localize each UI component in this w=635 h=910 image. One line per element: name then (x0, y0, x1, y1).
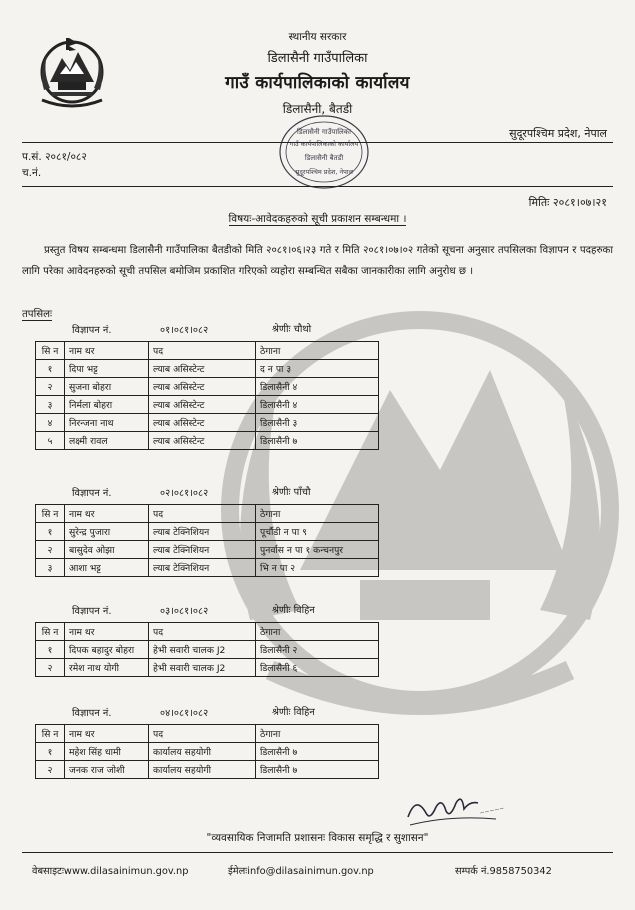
table-cell: ल्याब असिस्टेन्ट (149, 378, 256, 396)
subject-line (0, 212, 635, 226)
advert-label: विज्ञापन नं. (72, 606, 112, 617)
ref-divider (22, 186, 613, 187)
table-cell: सुजना बोहरा (65, 378, 149, 396)
subject-text: विषयः-आवेदकहरुको सूची प्रकाशन सम्बन्धमा । (228, 213, 407, 225)
table-cell: ३ (36, 559, 65, 577)
table-header-cell: सि न (36, 725, 65, 743)
applicants-table (35, 504, 379, 577)
table-header-cell: ठेगाना (256, 505, 379, 523)
dispatch-number: च.नं. (22, 167, 42, 179)
table-cell: हेभी सवारी चालक J2 (149, 659, 256, 677)
table-cell: कार्यालय सहयोगी (149, 761, 256, 779)
table-header-row (36, 505, 379, 523)
motto: "व्यवसायिक निजामति प्रशासनः विकास समृद्धि र सुशासन" (206, 832, 429, 844)
table-cell: ३ (36, 396, 65, 414)
table-header-cell: पद (149, 505, 256, 523)
advert-label: विज्ञापन नं. (72, 488, 112, 499)
table-row (36, 761, 379, 779)
applicants-table (35, 622, 379, 677)
table-header-row (36, 342, 379, 360)
stamp-line-2: गाउँ कार्यपालिकाको कार्यालय (289, 140, 359, 148)
table-header-row (36, 725, 379, 743)
table-cell: पुनर्वास न पा १ कन्चनपुर (256, 541, 379, 559)
table-header-row (36, 623, 379, 641)
table-header-cell: नाम थर (65, 623, 149, 641)
header-local-government: स्थानीय सरकार (288, 31, 347, 43)
table-row (36, 541, 379, 559)
table-cell: ल्याब असिस्टेन्ट (149, 360, 256, 378)
advert-label: विज्ञापन नं. (72, 325, 112, 336)
table-cell: निर्मला बोहरा (65, 396, 149, 414)
table-cell: लक्ष्मी रावल (65, 432, 149, 450)
table-header-cell: नाम थर (65, 725, 149, 743)
table-cell: आशा भट्ट (65, 559, 149, 577)
table-cell: भि न पा २ (256, 559, 379, 577)
footer-website[interactable]: वेबसाइटःwww.dilasainimun.gov.np (32, 866, 189, 877)
applicants-table (35, 341, 379, 450)
table-header-cell: पद (149, 623, 256, 641)
table-cell: ल्याब असिस्टेन्ट (149, 396, 256, 414)
table-row (36, 396, 379, 414)
table-row (36, 378, 379, 396)
reference-number: प.सं. २०८१/०८२ (22, 151, 87, 163)
table-header-cell: ठेगाना (256, 623, 379, 641)
province-label: सुदूरपश्चिम प्रदेश, नेपाल (509, 127, 607, 140)
advert-category: श्रेणीः विहिन (272, 707, 315, 718)
table-cell: रमेश नाथ योगी (65, 659, 149, 677)
table-row (36, 360, 379, 378)
table-row (36, 523, 379, 541)
tapsil-heading: तपसिलः (22, 306, 52, 321)
table-cell: २ (36, 378, 65, 396)
stamp-line-4: सुदूरपश्चिम प्रदेश, नेपाल (295, 168, 353, 176)
watermark-emblem-icon (210, 240, 630, 760)
table-header-cell: सि न (36, 623, 65, 641)
table-header-cell: सि न (36, 505, 65, 523)
table-header-cell: नाम थर (65, 342, 149, 360)
advert-number: ०२।०८१।०८२ (160, 488, 209, 499)
applicants-table (35, 724, 379, 779)
footer-email[interactable]: ईमेलःinfo@dilasainimun.gov.np (228, 866, 374, 877)
table-cell: बासुदेव ओझा (65, 541, 149, 559)
table-cell: कार्यालय सहयोगी (149, 743, 256, 761)
table-header-cell: नाम थर (65, 505, 149, 523)
table-cell: ल्याब असिस्टेन्ट (149, 414, 256, 432)
stamp-line-3: डिलासैनी बैतडी (304, 154, 344, 162)
table-cell: डिलासैनी ४ (256, 396, 379, 414)
table-cell: ४ (36, 414, 65, 432)
advert-number: ०४।०८१।०८२ (160, 708, 209, 719)
footer-phone: सम्पर्क नं.9858750342 (455, 866, 552, 877)
header-divider (22, 142, 613, 143)
table-cell: जनक राज जोशी (65, 761, 149, 779)
table-cell: १ (36, 641, 65, 659)
body-paragraph: प्रस्तुत विषय सम्बन्धमा डिलासैनी गाउँपालिका बैतडीको मिति २०८१।०६।२३ गते र मिति २०८१।०७।०२ गतेको सूचना अनुसार तपसिलका विज्ञापन र पदहरुका लागि परेका आवेदनहरुको सूची तपसिल बमोजिम प्रकाशित गरिएको व्यहोरा सम्बन्धित सबैका जानकारीका लागि अनुरोध छ । (22, 245, 613, 277)
document-date: मितिः २०८१।०७।२१ (528, 196, 607, 209)
header-office: गाउँ कार्यपालिकाको कार्यालय (225, 73, 410, 93)
table-cell: डिलासैनी ६ (256, 659, 379, 677)
table-header-cell: पद (149, 725, 256, 743)
advert-label: विज्ञापन नं. (72, 708, 112, 719)
table-row (36, 641, 379, 659)
table-cell: २ (36, 541, 65, 559)
table-row (36, 743, 379, 761)
table-cell: सुरेन्द्र पुजारा (65, 523, 149, 541)
stamp-line-1: डिलासैनी गाउँपालिका (297, 128, 351, 136)
table-cell: १ (36, 360, 65, 378)
header-municipality: डिलासैनी गाउँपालिका (267, 51, 368, 66)
table-cell: डिलासैनी ४ (256, 378, 379, 396)
table-header-cell: ठेगाना (256, 725, 379, 743)
table-cell: ल्याब टेक्निशियन (149, 523, 256, 541)
header-address: डिलासैनी, बैतडी (282, 102, 353, 116)
advert-category: श्रेणीः पाँचौ (272, 487, 311, 498)
table-cell: हेभी सवारी चालक J2 (149, 641, 256, 659)
table-cell: ५ (36, 432, 65, 450)
table-header-cell: ठेगाना (256, 342, 379, 360)
table-cell: डिलासैनी ७ (256, 743, 379, 761)
table-row (36, 432, 379, 450)
table-cell: दिपा भट्ट (65, 360, 149, 378)
office-stamp (278, 112, 370, 192)
advert-number: ०१।०८१।०८२ (160, 325, 209, 336)
table-cell: १ (36, 523, 65, 541)
table-header-cell: सि न (36, 342, 65, 360)
table-cell: डिलासैनी ७ (256, 432, 379, 450)
svg-text:~~~~~: ~~~~~ (478, 804, 506, 817)
table-cell: द न पा ३ (256, 360, 379, 378)
table-cell: डिलासैनी २ (256, 641, 379, 659)
table-cell: ल्याब टेक्निशियन (149, 559, 256, 577)
advert-number: ०३।०८१।०८२ (160, 606, 209, 617)
table-row (36, 659, 379, 677)
table-cell: डिलासैनी ३ (256, 414, 379, 432)
table-cell: डिलासैनी ७ (256, 761, 379, 779)
table-row (36, 559, 379, 577)
table-cell: २ (36, 761, 65, 779)
table-header-cell: पद (149, 342, 256, 360)
table-row (36, 414, 379, 432)
table-cell: दिपक बहादुर बोहरा (65, 641, 149, 659)
table-cell: निरन्जना नाथ (65, 414, 149, 432)
advert-category: श्रेणीः चौथो (272, 324, 312, 335)
table-cell: पूर्चौडी न पा ९ (256, 523, 379, 541)
advert-category: श्रेणीः विहिन (272, 605, 315, 616)
table-cell: २ (36, 659, 65, 677)
footer-divider (22, 852, 613, 853)
table-cell: महेश सिंह धामी (65, 743, 149, 761)
table-cell: ल्याब टेक्निशियन (149, 541, 256, 559)
table-cell: १ (36, 743, 65, 761)
table-cell: ल्याब असिस्टेन्ट (149, 432, 256, 450)
